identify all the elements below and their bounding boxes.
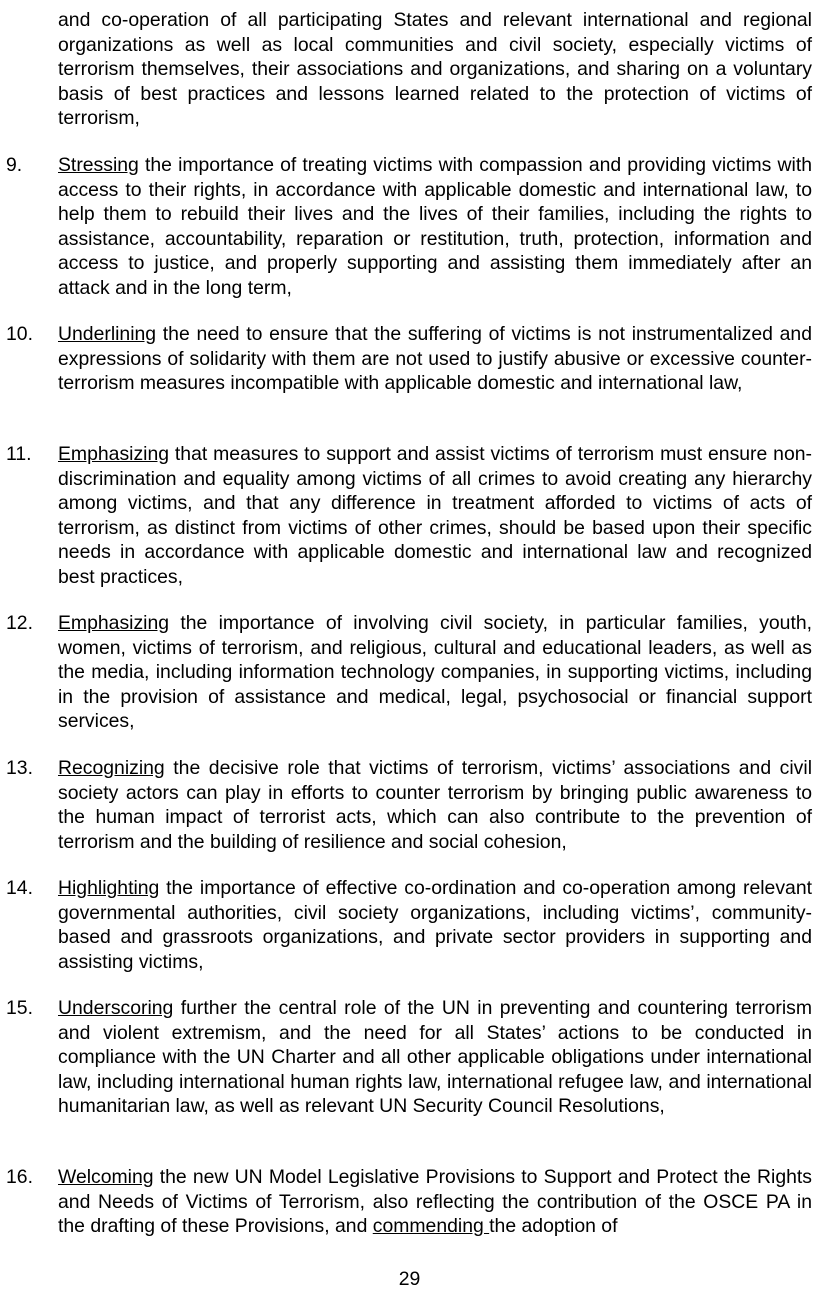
paragraph-number: 11.: [6, 443, 32, 465]
paragraph-text: the importance of treating victims with compassion and providing victims with access to their rights, in accordance with applicable domestic and international law, to help them to rebuild their lives and the lives of their families, including the rights to assistance, accountability, reparation or restitution, truth, protection, information and access to justice, and properly supporting and assisting them immediately after an attack and in the long term,: [58, 154, 812, 299]
paragraph-text: the importance of effective co-ordination and co-operation among relevant governmental authorities, civil society organizations, including victims’, community-based and grassroots organizations, and private sector providers in supporting and assisting victims,: [58, 877, 812, 973]
page-number: 29: [398, 1268, 421, 1290]
paragraph-keyword: Emphasizing: [58, 612, 170, 634]
paragraph-13: [6, 756, 812, 854]
paragraph-body: [58, 153, 812, 301]
paragraph-text: the importance of involving civil society, in particular families, youth, women, victims of terrorism, and religious, cultural and educational leaders, as well as the media, including information technology companies, in supporting victims, including in the provision of assistance and medical, legal, psychosocial or financial support services,: [58, 612, 812, 733]
paragraph-body: [58, 322, 812, 396]
paragraph-text: the need to ensure that the suffering of victims is not instrumentalized and expressions of solidarity with them are not used to justify abusive or excessive counter-terrorism measures incompatible with applicable domestic and international law,: [58, 323, 812, 395]
paragraph-number: 10.: [6, 323, 33, 345]
paragraph-body: [58, 442, 812, 590]
paragraph-keyword: Welcoming: [58, 1166, 154, 1188]
paragraph-12: [6, 611, 812, 734]
intro-paragraph: [58, 8, 812, 131]
paragraph-number: 12.: [6, 612, 33, 634]
paragraph-number: 14.: [6, 877, 33, 899]
intro-text: and co-operation of all participating States and relevant international and regional organizations as well as local communities and civil society, especially victims of terrorism themselves, their associations and organizations, and sharing on a voluntary basis of best practices and lessons learned related to the protection of victims of terrorism,: [58, 9, 812, 130]
paragraph-text: further the central role of the UN in preventing and countering terrorism and violent extremism, and the need for all States’ actions to be conducted in compliance with the UN Charter and all other applicable obligations under international law, including international human rights law, international refugee law, and international humanitarian law, as well as relevant UN Security Council Resolutions,: [58, 997, 812, 1118]
paragraph-number: 9.: [6, 154, 23, 176]
paragraph-keyword: Highlighting: [58, 877, 160, 899]
paragraph-text: that measures to support and assist victims of terrorism must ensure non-discrimination and equality among victims of all crimes to avoid creating any hierarchy among victims, and that any difference in treatment afforded to victims of acts of terrorism, as distinct from victims of other crimes, should be based upon their specific needs in accordance with applicable domestic and international law and recognized best practices,: [58, 443, 812, 588]
paragraph-body: [58, 611, 812, 734]
paragraph-keyword: Underscoring: [58, 997, 174, 1019]
paragraph-14: [6, 876, 812, 974]
paragraph-keyword: Underlining: [58, 323, 157, 345]
paragraph-text-continued: the adoption of: [489, 1215, 618, 1238]
paragraph-body: [58, 1165, 812, 1239]
paragraph-keyword: Recognizing: [58, 757, 165, 779]
paragraph-text: the decisive role that victims of terrorism, victims’ associations and civil society actors can play in efforts to counter terrorism by bringing public awareness to the human impact of terrorist acts, which can also contribute to the prevention of terrorism and the building of resilience and social cohesion,: [58, 757, 812, 853]
paragraph-9: [6, 153, 812, 301]
paragraph-body: [58, 876, 812, 974]
paragraph-11: [6, 442, 812, 590]
paragraph-number: 16.: [6, 1166, 33, 1188]
paragraph-keyword: Stressing: [58, 154, 139, 176]
paragraph-number: 15.: [6, 997, 33, 1019]
paragraph-10: [6, 322, 812, 396]
paragraph-number: 13.: [6, 757, 33, 779]
paragraph-16: [6, 1165, 812, 1239]
paragraph-body: [58, 756, 812, 854]
paragraph-text: the new UN Model Legislative Provisions to Support and Protect the Rights and Needs of Victims of Terrorism, also reflecting the contribution of the OSCE PA in the drafting of these Provisions, and: [58, 1166, 812, 1238]
paragraph-15: [6, 996, 812, 1119]
paragraph-body: [58, 996, 812, 1119]
paragraph-keyword-secondary: commending: [372, 1215, 490, 1238]
paragraph-keyword: Emphasizing: [58, 443, 170, 465]
